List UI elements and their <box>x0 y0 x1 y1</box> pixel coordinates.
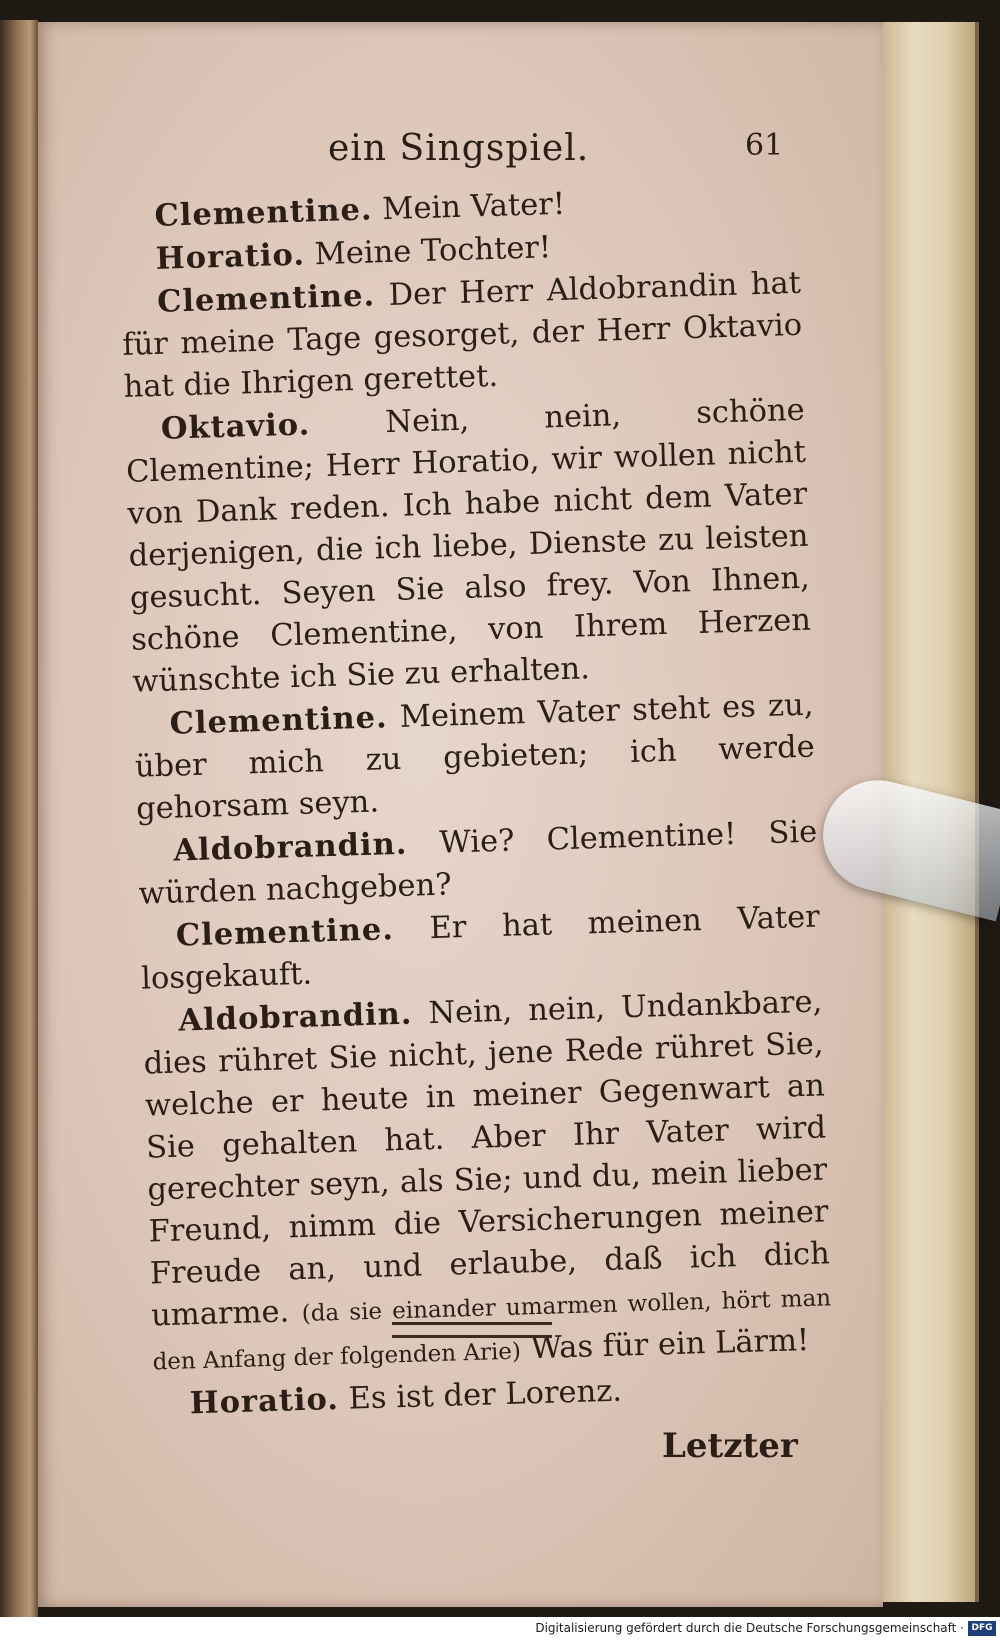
speech-text: Was für ein Lärm! <box>530 1323 810 1367</box>
catchword: Letzter <box>662 1426 798 1466</box>
footer-credit: Digitalisierung gefördert durch die Deutsche Forschungsgemeinschaft · <box>535 1621 964 1635</box>
adjacent-page-edge <box>0 20 38 1620</box>
speech-text: Nein, nein, schöne Clementine; Herr Horatio, wir wollen nicht von Dank reden. Ich habe nicht dem Vater derjenigen, die ich liebe, Dienste zu leisten gesucht. Seyen Sie also frey. Von Ihnen, schöne Clementine, von Ihrem Herzen wünschte ich Sie zu erhalten. <box>125 392 812 700</box>
dialogue-line <box>133 684 816 831</box>
speaker-name: Clementine. <box>175 911 395 954</box>
end-rule <box>392 1322 552 1338</box>
stage-direction: (da sie einander umarmen wollen, hört man den Anfang der folgenden Arie) <box>152 1285 832 1376</box>
speech-text: Meine Tochter! <box>314 230 552 273</box>
speech-text: Nein, nein, Undankbare, dies rühret Sie nicht, jene Rede rühret Sie, welche er heute in meiner Gegenwart an Sie gehalten hat. Aber Ihr Vater wird gerechter seyn, als Sie; und du, mein lieber Freund, nimm die Versicherungen meiner Freude an, und erlaube, daß ich dich umarme. <box>143 984 831 1334</box>
running-title: ein Singspiel. <box>328 128 590 169</box>
dialogue-line <box>124 389 812 704</box>
dfg-logo: DFG <box>968 1621 996 1636</box>
speaker-name: Clementine. <box>169 699 389 742</box>
speech-text: Es ist der Lorenz. <box>348 1373 623 1417</box>
speech-text: Wie? Clementine! Sie würden nachgeben? <box>138 814 818 912</box>
speech-text: Der Herr Aldobrandin hat für meine Tage gesorget, der Herr Oktavio hat die Ihrigen gerettet. <box>121 265 803 405</box>
speaker-name: Oktavio. <box>160 406 311 447</box>
page-number: 61 <box>745 128 784 163</box>
speaker-name: Aldobrandin. <box>177 995 413 1039</box>
speaker-name: Horatio. <box>155 236 306 277</box>
page-body <box>118 176 834 1427</box>
speech-text: Meinem Vater steht es zu, über mich zu gebieten; ich werde gehorsam seyn. <box>134 687 816 827</box>
speech-text: Mein Vater! <box>381 186 566 228</box>
speaker-name: Aldobrandin. <box>172 825 408 869</box>
speech-text: Er hat meinen Vater losgekauft. <box>140 899 821 997</box>
speaker-name: Clementine. <box>154 191 374 234</box>
footer-bar <box>0 1617 1000 1641</box>
speaker-name: Clementine. <box>156 277 376 320</box>
dialogue-line <box>121 262 804 409</box>
speaker-name: Horatio. <box>189 1380 340 1422</box>
